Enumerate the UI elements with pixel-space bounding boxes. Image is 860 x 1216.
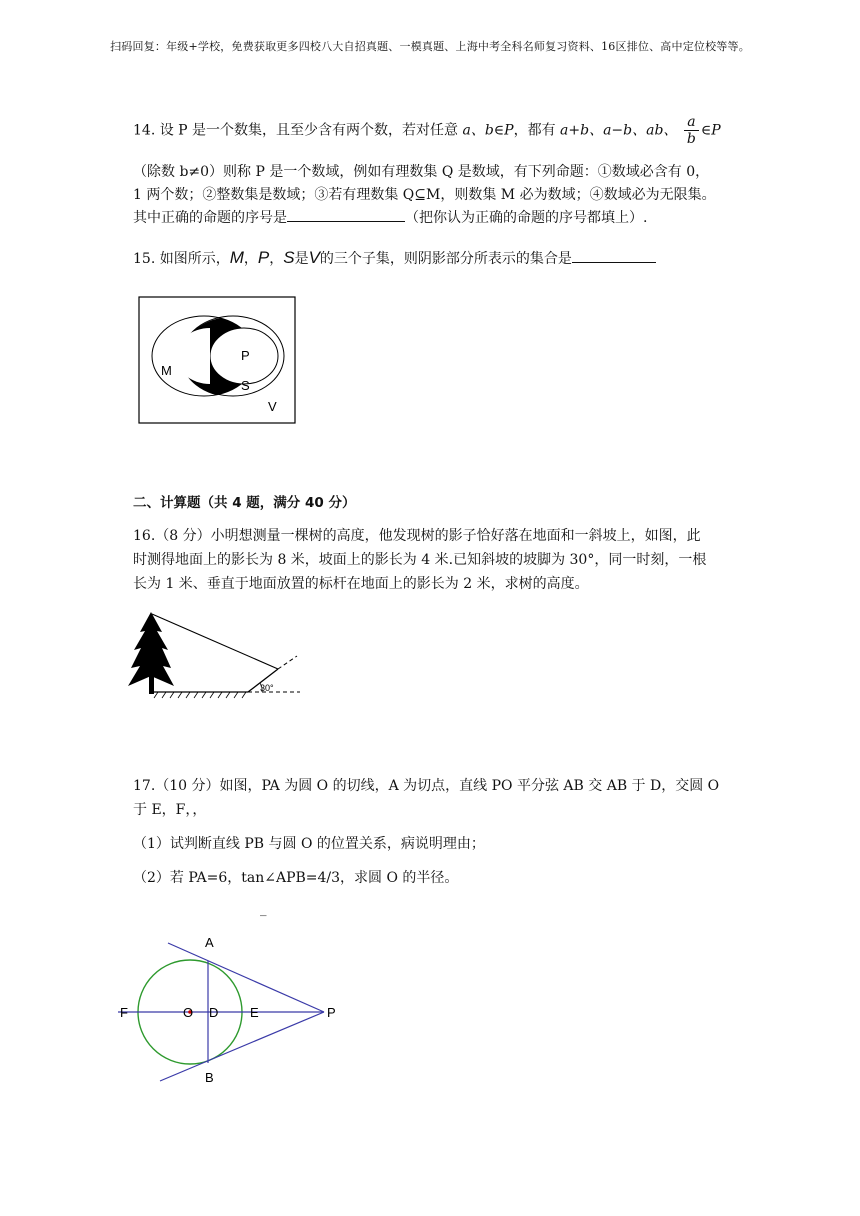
question-text: 是 <box>294 251 309 267</box>
fraction-a-over-b <box>684 114 699 147</box>
set-v: V <box>308 248 320 267</box>
question-14-line2: （除数 b≠0）则称 P 是一个数域，例如有理数集 Q 是数域，有下列命题：①数域必含有 0， <box>133 164 710 180</box>
question-16-line1: 16.（8 分）小明想测量一棵树的高度，他发现树的影子恰好落在地面和一斜坡上，如图，此 <box>133 528 701 544</box>
question-text: （把你认为正确的命题的序号都填上）. <box>405 210 648 226</box>
slope-extension <box>278 656 297 669</box>
question-14-line4 <box>133 206 733 230</box>
question-text: 其中正确的命题的序号是 <box>133 210 287 226</box>
question-16-line2: 时测得地面上的影长为 8 米，坡面上的影长为 4 米.已知斜坡的坡脚为 30°，同一时刻，一根 <box>133 552 707 568</box>
question-17-part1: （1）试判断直线 PB 与圆 O 的位置关系，病说明理由； <box>133 836 485 852</box>
tree-slope-figure <box>122 606 302 706</box>
label-b: B <box>205 1070 214 1085</box>
tangent-pb <box>160 1012 324 1081</box>
question-number: 14. <box>133 122 156 139</box>
fraction-denominator: b <box>686 131 696 147</box>
question-14-line3: 1 两个数；②整数集是数域；③若有理数集 Q⊆M，则数集 M 必为数域；④数域必为无限集。 <box>133 187 716 203</box>
venn-diagram <box>138 296 296 424</box>
answer-blank[interactable] <box>572 248 656 263</box>
label-m: M <box>161 363 172 378</box>
label-a: A <box>205 935 214 950</box>
page-header: 扫码回复：年级+学校，免费获取更多四校八大自招真题、一模真题、上海中考全科名师复习资料、16区排位、高中定位校等等。 <box>110 40 750 53</box>
question-17-part2: （2）若 PA=6，tan∠APB=4/3，求圆 O 的半径。 <box>133 870 459 886</box>
label-p: P <box>241 348 250 363</box>
question-text: 如图所示， <box>159 251 230 267</box>
answer-blank[interactable] <box>287 207 405 222</box>
fraction-numerator: a <box>684 114 699 131</box>
question-16-line3: 长为 1 米、垂直于地面放置的标杆在地面上的影长为 2 米，求树的高度。 <box>133 576 589 592</box>
math-vars: a、b∈P <box>462 122 514 139</box>
math-ops: a+b、a−b、ab、 <box>560 122 678 139</box>
set-p: P <box>257 248 270 267</box>
section-title: 二、计算题（共 4 题，满分 40 分） <box>133 495 356 511</box>
tangent-pa <box>168 943 324 1012</box>
label-v: V <box>268 399 277 414</box>
label-p: P <box>327 1005 336 1020</box>
question-text: ，都有 <box>513 122 561 139</box>
sun-ray-line <box>152 614 278 669</box>
question-17-line1: 17.（10 分）如图，PA 为圆 O 的切线，A 为切点，直线 PO 平分弦 AB 交 AB 于 D，交圆 O <box>133 778 720 794</box>
question-17-line2: 于 E，F，， <box>133 802 207 818</box>
question-text: 的三个子集，则阴影部分所表示的集合是 <box>319 251 572 267</box>
question-number: 15. <box>133 251 156 267</box>
label-d: D <box>209 1005 219 1020</box>
question-15-text: 15. 如图所示，M，P，S是V的三个子集，则阴影部分所表示的集合是 <box>133 246 733 271</box>
set-m: M <box>229 248 244 267</box>
set-s: S <box>283 248 295 267</box>
tree-icon <box>128 612 174 694</box>
label-s: S <box>241 378 250 393</box>
question-14-line1 <box>133 114 733 147</box>
angle-label: 30° <box>260 683 274 693</box>
math-in-p: ∈P <box>700 122 721 139</box>
circle-tangent-figure <box>112 925 352 1095</box>
stray-dash: _ <box>260 902 267 917</box>
question-text: 设 P 是一个数集，且至少含有两个数，若对任意 <box>159 122 463 139</box>
label-o: O <box>183 1005 194 1020</box>
ground-hatching <box>154 692 246 698</box>
label-f: F <box>120 1005 128 1020</box>
label-e: E <box>250 1005 259 1020</box>
